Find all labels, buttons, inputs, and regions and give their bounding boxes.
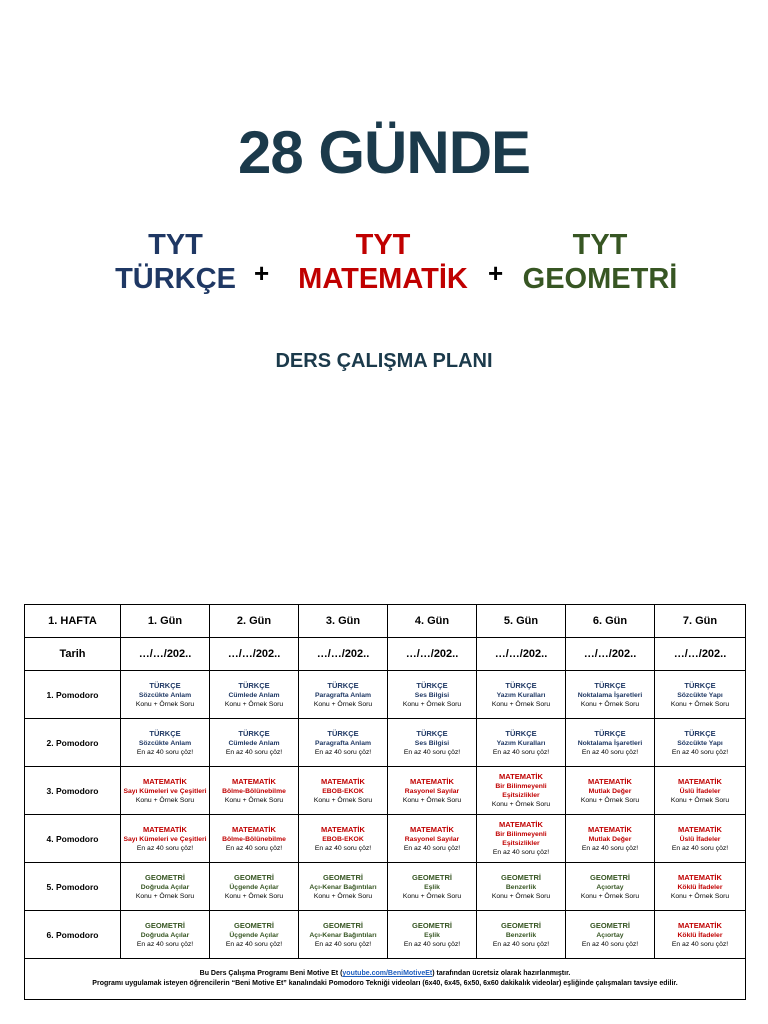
lesson-topic: Üslü İfadeler	[679, 787, 721, 795]
header-row	[25, 605, 746, 638]
day-header: 5. Gün	[477, 605, 566, 638]
lesson-task: Konu + Örnek Soru	[491, 700, 551, 708]
footer-row	[25, 959, 746, 1000]
lesson-subject: MATEMATİK	[588, 824, 632, 834]
date-label: Tarih	[25, 638, 121, 671]
lesson-subject: TÜRKÇE	[327, 728, 359, 738]
lesson-cell	[299, 911, 388, 959]
lesson-cell	[566, 863, 655, 911]
lesson-subject: TÜRKÇE	[149, 680, 181, 690]
lesson-task: En az 40 soru çöz!	[492, 849, 550, 856]
lesson-task: Konu + Örnek Soru	[135, 796, 195, 804]
lesson-cell	[655, 671, 746, 719]
lesson-subject: GEOMETRİ	[500, 872, 541, 882]
lesson-subject: MATEMATİK	[678, 776, 722, 786]
lesson-task: Konu + Örnek Soru	[224, 700, 284, 708]
lesson-subject: MATEMATİK	[499, 820, 543, 829]
lesson-cell	[566, 815, 655, 863]
lesson-topic: Paragrafta Anlam	[314, 739, 372, 747]
date-row	[25, 638, 746, 671]
week-label: 1. HAFTA	[25, 605, 121, 638]
lesson-subject: GEOMETRİ	[322, 920, 363, 930]
lesson-cell	[299, 863, 388, 911]
lesson-task: En az 40 soru çöz!	[314, 844, 372, 852]
lesson-cell	[121, 767, 210, 815]
plan-title: DERS ÇALIŞMA PLANI	[275, 350, 493, 372]
lesson-subject: TÜRKÇE	[149, 728, 181, 738]
lesson-topic: Mutlak Değer	[588, 787, 632, 795]
lesson-topic: Benzerlik	[505, 883, 537, 891]
subject-matematik-line1: TYT	[355, 229, 411, 261]
lesson-topic: EBOB-EKOK	[322, 787, 364, 795]
subject-geometri-heading	[515, 228, 685, 296]
lesson-cell	[121, 719, 210, 767]
day-header: 2. Gün	[210, 605, 299, 638]
date-field: …/…/202..	[566, 638, 655, 671]
lesson-task: En az 40 soru çöz!	[225, 748, 283, 756]
lesson-task: En az 40 soru çöz!	[314, 748, 372, 756]
plus-sign: +	[254, 258, 270, 288]
lesson-cell	[210, 863, 299, 911]
footer-line1-start: Bu Ders Çalışma Programı Beni Motive Et (	[199, 970, 343, 977]
lesson-cell	[655, 911, 746, 959]
lesson-subject: GEOMETRİ	[411, 872, 452, 882]
lesson-cell	[477, 767, 566, 815]
lesson-subject: MATEMATİK	[678, 920, 722, 930]
day-header: 7. Gün	[655, 605, 746, 638]
lesson-subject: GEOMETRİ	[589, 920, 630, 930]
lesson-cell	[299, 767, 388, 815]
lesson-topic: Sözcükte Anlam	[138, 691, 192, 699]
lesson-task: En az 40 soru çöz!	[671, 940, 729, 948]
lesson-topic: Bölme-Bölünebilme	[222, 835, 286, 843]
lesson-cell	[477, 815, 566, 863]
date-field: …/…/202..	[388, 638, 477, 671]
lesson-cell	[388, 719, 477, 767]
lesson-cell	[210, 911, 299, 959]
lesson-cell	[566, 719, 655, 767]
lesson-cell	[388, 863, 477, 911]
lesson-task: Konu + Örnek Soru	[670, 796, 730, 804]
lesson-task: Konu + Örnek Soru	[402, 796, 462, 804]
lesson-task: En az 40 soru çöz!	[492, 748, 550, 756]
lesson-task: Konu + Örnek Soru	[670, 892, 730, 900]
subject-geometri-line1: TYT	[572, 229, 628, 261]
lesson-cell	[121, 815, 210, 863]
lesson-topic: Ses Bilgisi	[414, 739, 450, 747]
lesson-topic: Sayı Kümeleri ve Çeşitleri	[123, 835, 207, 843]
lesson-cell	[655, 719, 746, 767]
lesson-task: En az 40 soru çöz!	[581, 844, 639, 852]
lesson-subject: MATEMATİK	[321, 824, 365, 834]
day-header: 3. Gün	[299, 605, 388, 638]
lesson-task: Konu + Örnek Soru	[402, 700, 462, 708]
lesson-task: Konu + Örnek Soru	[313, 892, 373, 900]
lesson-topic: Köklü İfadeler	[677, 883, 723, 891]
pomodoro-row	[25, 671, 746, 719]
date-field: …/…/202..	[299, 638, 388, 671]
lesson-cell	[566, 911, 655, 959]
lesson-subject: GEOMETRİ	[589, 872, 630, 882]
lesson-subject: TÜRKÇE	[505, 728, 537, 738]
lesson-task: En az 40 soru çöz!	[581, 940, 639, 948]
lesson-subject: GEOMETRİ	[411, 920, 452, 930]
day-header: 6. Gün	[566, 605, 655, 638]
lesson-task: Konu + Örnek Soru	[580, 796, 640, 804]
lesson-cell	[210, 671, 299, 719]
lesson-task: Konu + Örnek Soru	[580, 700, 640, 708]
lesson-subject: TÜRKÇE	[238, 680, 270, 690]
lesson-subject: TÜRKÇE	[684, 680, 716, 690]
lesson-subject: MATEMATİK	[232, 824, 276, 834]
date-field: …/…/202..	[477, 638, 566, 671]
lesson-cell	[477, 719, 566, 767]
page-title: 28 GÜNDE	[237, 119, 531, 186]
lesson-topic: Köklü İfadeler	[677, 931, 723, 939]
lesson-subject: TÜRKÇE	[505, 680, 537, 690]
lesson-subject: GEOMETRİ	[233, 920, 274, 930]
lesson-task: Konu + Örnek Soru	[402, 892, 462, 900]
lesson-task: En az 40 soru çöz!	[492, 940, 550, 948]
lesson-subject: MATEMATİK	[410, 824, 454, 834]
lesson-topic: Yazım Kuralları	[496, 739, 546, 747]
lesson-task: Konu + Örnek Soru	[580, 892, 640, 900]
lesson-task: Konu + Örnek Soru	[135, 700, 195, 708]
lesson-subject: TÜRKÇE	[416, 680, 448, 690]
lesson-topic: Eşlik	[424, 931, 440, 939]
lesson-topic: Mutlak Değer	[588, 835, 632, 843]
subject-matematik-heading	[288, 228, 478, 296]
lesson-subject: TÜRKÇE	[327, 680, 359, 690]
lesson-topic: Açıortay	[596, 931, 624, 939]
lesson-task: Konu + Örnek Soru	[491, 801, 551, 808]
lesson-task: Konu + Örnek Soru	[491, 892, 551, 900]
lesson-topic: Bölme-Bölünebilme	[222, 787, 286, 795]
lesson-subject: MATEMATİK	[321, 776, 365, 786]
lesson-task: Konu + Örnek Soru	[224, 892, 284, 900]
date-field: …/…/202..	[121, 638, 210, 671]
study-plan-table	[24, 604, 746, 1000]
lesson-subject: TÜRKÇE	[238, 728, 270, 738]
lesson-topic: Benzerlik	[505, 931, 537, 939]
lesson-subject: TÜRKÇE	[684, 728, 716, 738]
lesson-topic: Rasyonel Sayılar	[404, 835, 460, 843]
youtube-link[interactable]: youtube.com/BeniMotiveEt	[342, 970, 433, 977]
lesson-topic: Paragrafta Anlam	[314, 691, 372, 699]
lesson-task: En az 40 soru çöz!	[403, 748, 461, 756]
lesson-topic: Noktalama İşaretleri	[577, 739, 643, 747]
lesson-task: En az 40 soru çöz!	[225, 844, 283, 852]
lesson-topic: EBOB-EKOK	[322, 835, 364, 843]
date-field: …/…/202..	[210, 638, 299, 671]
subject-turkce-line2: TÜRKÇE	[115, 263, 236, 295]
pomodoro-label: 3. Pomodoro	[25, 767, 121, 815]
date-field: …/…/202..	[655, 638, 746, 671]
lesson-cell	[299, 719, 388, 767]
lesson-cell	[299, 815, 388, 863]
lesson-cell	[388, 911, 477, 959]
pomodoro-label: 4. Pomodoro	[25, 815, 121, 863]
lesson-cell	[388, 815, 477, 863]
lesson-topic: Üçgende Açılar	[229, 883, 279, 891]
pomodoro-row	[25, 911, 746, 959]
lesson-subject: GEOMETRİ	[500, 920, 541, 930]
subject-turkce-line1: TYT	[148, 229, 203, 261]
lesson-cell	[655, 815, 746, 863]
lesson-subject: GEOMETRİ	[233, 872, 274, 882]
pomodoro-row	[25, 815, 746, 863]
day-header: 4. Gün	[388, 605, 477, 638]
lesson-topic: Üçgende Açılar	[229, 931, 279, 939]
pomodoro-row	[25, 863, 746, 911]
lesson-subject: MATEMATİK	[232, 776, 276, 786]
lesson-cell	[121, 911, 210, 959]
lesson-cell	[655, 767, 746, 815]
lesson-subject: MATEMATİK	[678, 872, 722, 882]
lesson-cell	[121, 671, 210, 719]
day-header: 1. Gün	[121, 605, 210, 638]
lesson-cell	[655, 863, 746, 911]
subjects-heading	[0, 228, 768, 308]
lesson-cell	[210, 719, 299, 767]
lesson-cell	[477, 911, 566, 959]
lesson-cell	[121, 863, 210, 911]
lesson-subject: MATEMATİK	[588, 776, 632, 786]
lesson-topic: Açı-Kenar Bağıntıları	[309, 883, 377, 891]
lesson-task: En az 40 soru çöz!	[136, 940, 194, 948]
pomodoro-row	[25, 767, 746, 815]
lesson-subject: MATEMATİK	[678, 824, 722, 834]
lesson-subject: TÜRKÇE	[416, 728, 448, 738]
lesson-topic: Sayı Kümeleri ve Çeşitleri	[123, 787, 207, 795]
lesson-task: En az 40 soru çöz!	[225, 940, 283, 948]
lesson-task: Konu + Örnek Soru	[313, 796, 373, 804]
subject-geometri-line2: GEOMETRİ	[522, 263, 678, 295]
lesson-task: En az 40 soru çöz!	[671, 844, 729, 852]
subject-matematik-line2: MATEMATİK	[298, 263, 468, 295]
lesson-subject: TÜRKÇE	[594, 680, 626, 690]
lesson-topic: Doğruda Açılar	[140, 931, 190, 939]
lesson-topic: Noktalama İşaretleri	[577, 691, 643, 699]
lesson-cell	[566, 767, 655, 815]
lesson-task: Konu + Örnek Soru	[670, 700, 730, 708]
lesson-subject: MATEMATİK	[499, 772, 543, 781]
lesson-topic: Ses Bilgisi	[414, 691, 450, 699]
lesson-cell	[477, 863, 566, 911]
lesson-topic: Sözcükte Yapı	[677, 739, 723, 747]
lesson-topic: Bir Bilinmeyenli Eşitsizlikler	[495, 783, 547, 799]
lesson-task: Konu + Örnek Soru	[135, 892, 195, 900]
pomodoro-label: 5. Pomodoro	[25, 863, 121, 911]
lesson-topic: Açıortay	[596, 883, 624, 891]
footer-line1	[27, 969, 743, 979]
plus-sign: +	[488, 258, 504, 288]
pomodoro-label: 6. Pomodoro	[25, 911, 121, 959]
footer-line2: Programı uygulamak isteyen öğrencilerin “Beni Motive Et” kanalındaki Pomodoro Tekniği videoları (6x40, 6x45, 6x50, 6x60 dakikalık videolar) eşliğinde çalışmaları tavsiye edilir.	[92, 980, 678, 987]
lesson-cell	[477, 671, 566, 719]
lesson-cell	[388, 671, 477, 719]
lesson-task: En az 40 soru çöz!	[403, 940, 461, 948]
lesson-topic: Üslü İfadeler	[679, 835, 721, 843]
lesson-topic: Eşlik	[424, 883, 440, 891]
lesson-cell	[388, 767, 477, 815]
lesson-cell	[566, 671, 655, 719]
lesson-cell	[210, 815, 299, 863]
lesson-subject: TÜRKÇE	[594, 728, 626, 738]
lesson-task: Konu + Örnek Soru	[313, 700, 373, 708]
lesson-topic: Cümlede Anlam	[228, 739, 280, 747]
lesson-topic: Yazım Kuralları	[496, 691, 546, 699]
lesson-topic: Bir Bilinmeyenli Eşitsizlikler	[495, 831, 547, 847]
lesson-subject: MATEMATİK	[410, 776, 454, 786]
lesson-topic: Açı-Kenar Bağıntıları	[309, 931, 377, 939]
lesson-subject: GEOMETRİ	[322, 872, 363, 882]
lesson-task: Konu + Örnek Soru	[224, 796, 284, 804]
pomodoro-label: 2. Pomodoro	[25, 719, 121, 767]
lesson-topic: Doğruda Açılar	[140, 883, 190, 891]
footer-line1-end: ) tarafından ücretsiz olarak hazırlanmıştır.	[432, 970, 571, 977]
lesson-task: En az 40 soru çöz!	[671, 748, 729, 756]
subject-turkce-heading	[103, 228, 248, 296]
lesson-task: En az 40 soru çöz!	[136, 844, 194, 852]
lesson-subject: MATEMATİK	[143, 776, 187, 786]
pomodoro-row	[25, 719, 746, 767]
lesson-task: En az 40 soru çöz!	[136, 748, 194, 756]
lesson-topic: Cümlede Anlam	[228, 691, 280, 699]
lesson-subject: GEOMETRİ	[144, 920, 185, 930]
lesson-task: En az 40 soru çöz!	[314, 940, 372, 948]
lesson-topic: Sözcükte Anlam	[138, 739, 192, 747]
footer-note	[25, 959, 746, 1000]
lesson-topic: Rasyonel Sayılar	[404, 787, 460, 795]
lesson-task: En az 40 soru çöz!	[581, 748, 639, 756]
lesson-subject: GEOMETRİ	[144, 872, 185, 882]
lesson-cell	[210, 767, 299, 815]
lesson-topic: Sözcükte Yapı	[677, 691, 723, 699]
lesson-cell	[299, 671, 388, 719]
pomodoro-label: 1. Pomodoro	[25, 671, 121, 719]
lesson-subject: MATEMATİK	[143, 824, 187, 834]
lesson-task: En az 40 soru çöz!	[403, 844, 461, 852]
